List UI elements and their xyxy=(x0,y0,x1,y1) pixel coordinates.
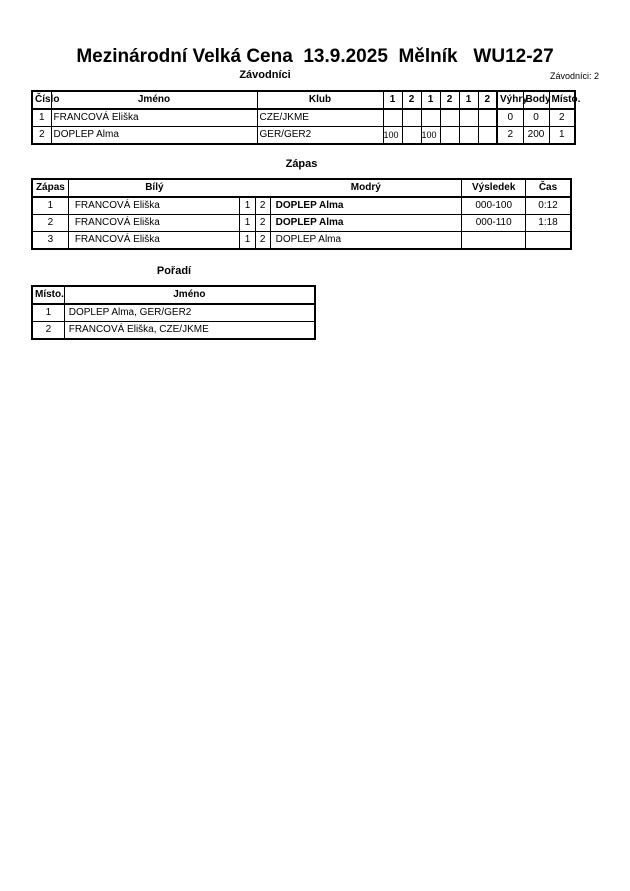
table-row xyxy=(32,304,315,322)
match-time: 0:12 xyxy=(526,197,572,215)
table-row xyxy=(32,215,571,232)
col-points: Body xyxy=(523,91,549,109)
competitor-club: GER/GER2 xyxy=(257,127,383,145)
competitor-name: FRANCOVÁ Eliška xyxy=(51,109,257,127)
col-wins: Výhry xyxy=(497,91,523,109)
col-round: 2 xyxy=(402,91,421,109)
match-number: 2 xyxy=(32,215,68,232)
ranking-place: 2 xyxy=(32,322,64,340)
white-score: 1 xyxy=(240,232,255,250)
ranking-table xyxy=(31,285,316,340)
blue-score: 2 xyxy=(255,232,270,250)
ranking-name: FRANCOVÁ Eliška, CZE/JKME xyxy=(64,322,315,340)
table-row xyxy=(32,197,571,215)
ranking-heading: Pořadí xyxy=(156,265,192,277)
match-number: 1 xyxy=(32,197,68,215)
match-time xyxy=(526,232,572,250)
col-round: 2 xyxy=(478,91,497,109)
competitor-wins: 2 xyxy=(497,127,523,145)
competitor-points: 0 xyxy=(523,109,549,127)
competitor-count: Závodníci: 2 xyxy=(549,71,599,81)
round-score xyxy=(459,127,478,145)
col-time: Čas xyxy=(526,179,572,197)
competitor-number: 2 xyxy=(32,127,51,145)
col-club: Klub xyxy=(257,91,383,109)
table-row xyxy=(32,127,575,145)
round-score xyxy=(478,127,497,145)
event-date: 13.9.2025 xyxy=(303,46,388,67)
match-number: 3 xyxy=(32,232,68,250)
col-name: Jméno xyxy=(64,286,315,304)
table-row xyxy=(32,322,315,340)
white-competitor: FRANCOVÁ Eliška xyxy=(68,215,240,232)
match-result: 000-110 xyxy=(462,215,526,232)
competitors-table xyxy=(31,90,581,145)
blue-competitor: DOPLEP Alma xyxy=(270,215,462,232)
matches-header-row xyxy=(32,179,571,197)
competitor-place: 2 xyxy=(549,109,575,127)
event-category: WU12-27 xyxy=(473,46,554,67)
competitor-number: 1 xyxy=(32,109,51,127)
white-score: 1 xyxy=(240,215,255,232)
competitor-name: DOPLEP Alma xyxy=(51,127,257,145)
event-name: Mezinárodní Velká Cena xyxy=(76,46,293,67)
competitors-heading: Závodníci xyxy=(239,69,291,81)
white-competitor: FRANCOVÁ Eliška xyxy=(68,197,240,215)
competitors-header-row xyxy=(32,91,575,109)
table-row xyxy=(32,232,571,250)
ranking-header-row xyxy=(32,286,315,304)
competitor-place: 1 xyxy=(549,127,575,145)
col-name: Jméno xyxy=(51,91,257,109)
competitor-points: 200 xyxy=(523,127,549,145)
round-score xyxy=(478,109,497,127)
col-match: Zápas xyxy=(32,179,68,197)
round-score xyxy=(440,109,459,127)
ranking-place: 1 xyxy=(32,304,64,322)
blue-score: 2 xyxy=(255,215,270,232)
blue-competitor: DOPLEP Alma xyxy=(270,197,462,215)
col-white-score xyxy=(240,179,255,197)
col-number: Číslo xyxy=(32,91,51,109)
round-score xyxy=(440,127,459,145)
round-score xyxy=(459,109,478,127)
col-place: Místo. xyxy=(32,286,64,304)
match-time: 1:18 xyxy=(526,215,572,232)
col-round: 1 xyxy=(459,91,478,109)
round-score xyxy=(402,127,421,145)
blue-competitor: DOPLEP Alma xyxy=(270,232,462,250)
col-white: Bílý xyxy=(68,179,240,197)
ranking-name: DOPLEP Alma, GER/GER2 xyxy=(64,304,315,322)
col-blue-score xyxy=(255,179,270,197)
white-competitor: FRANCOVÁ Eliška xyxy=(68,232,240,250)
round-score: 100 xyxy=(383,127,402,145)
round-score: 100 xyxy=(421,127,440,145)
competitor-wins: 0 xyxy=(497,109,523,127)
event-place: Mělník xyxy=(398,46,458,67)
col-round: 2 xyxy=(440,91,459,109)
match-result xyxy=(462,232,526,250)
round-score xyxy=(421,109,440,127)
matches-table xyxy=(31,178,572,250)
col-round: 1 xyxy=(421,91,440,109)
match-result: 000-100 xyxy=(462,197,526,215)
table-row xyxy=(32,109,575,127)
col-result: Výsledek xyxy=(462,179,526,197)
competitor-club: CZE/JKME xyxy=(257,109,383,127)
blue-score: 2 xyxy=(255,197,270,215)
round-score xyxy=(402,109,421,127)
matches-heading: Zápas xyxy=(285,158,318,170)
col-place: Místo. xyxy=(549,91,575,109)
col-round: 1 xyxy=(383,91,402,109)
page-title xyxy=(0,46,630,68)
col-blue: Modrý xyxy=(270,179,462,197)
round-score xyxy=(383,109,402,127)
white-score: 1 xyxy=(240,197,255,215)
